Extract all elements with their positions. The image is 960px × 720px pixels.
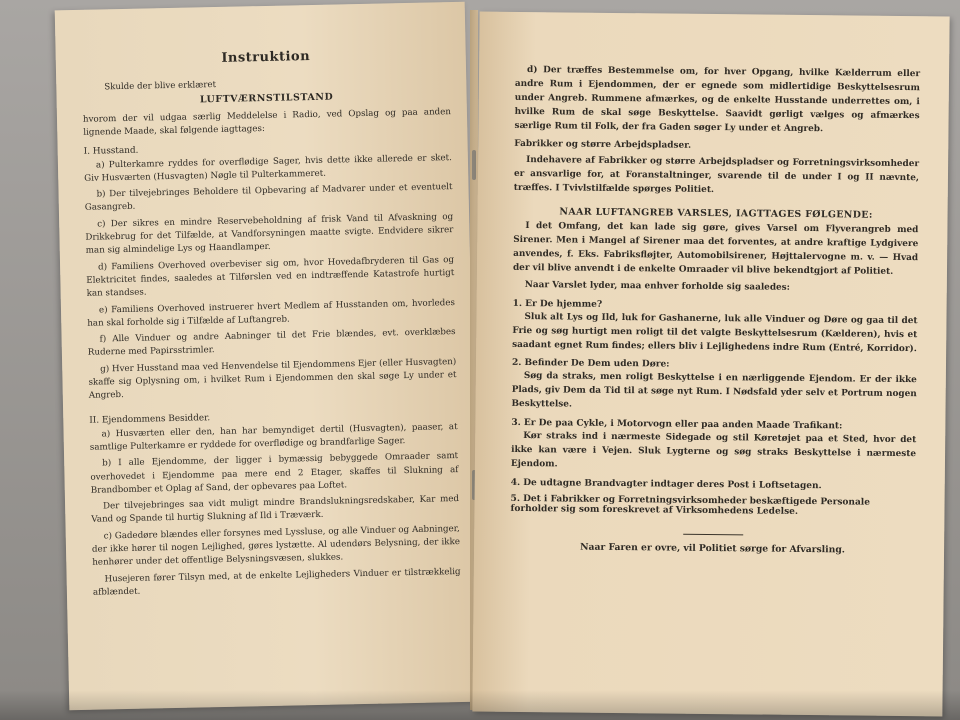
numbered-item-heading: 1. Er De hjemme? (512, 298, 603, 310)
section-1-item-a: a) Pulterkamre ryddes for overflødige Sager, hvis dette ikke allerede er sket. Giv Husværten (Husvagten) Nøgle til Pulterkammeret. (84, 152, 452, 184)
section-2-item-a: a) Husværten eller den, han har bemyndiget dertil (Husvagten), paaser, at samtlige Pulterkamre er ryddede for overflødige og brandfarlige Sager. (89, 421, 458, 453)
section-1-item-c: c) Der sikres en mindre Reservebeholdning af frisk Vand til Afvaskning og Drikkebrug for det Tilfælde, at Vandforsyningen maatte svigte. Endvidere sikrer man sig almindelige Lys og Haandlamper. (85, 211, 454, 257)
alarm-heading: NAAR LUFTANGREB VARSLES, IAGTTAGES FØLGENDE: (559, 206, 873, 221)
numbered-item-4 (511, 478, 916, 492)
right-page (472, 12, 949, 717)
numbered-item-5 (510, 494, 915, 518)
numbered-item-body: Sluk alt Lys og Ild, luk for Gashanerne, luk alle Vinduer og Døre og gaa til det Frie og søg hurtigt men roligt til det valgte Beskyttelsesrum (Kælderen), hvis et saadant egnet Rum findes; ellers bliv i Lejlighedens indre Rum (Entré, Korridor). (512, 311, 918, 354)
numbered-item-2 (511, 358, 917, 416)
left-page-content (82, 46, 461, 603)
left-page (55, 2, 480, 710)
intro-line: Skulde der blive erklæret (104, 80, 217, 93)
numbered-item-heading: 4. De udtagne Brandvagter indtager deres Post i Loftsetagen. (510, 477, 822, 492)
section-1-item-d: d) Familiens Overhoved overbeviser sig om, hvor Hovedafbryderen til Gas og Elektricitet findes, saaledes at Tilførslen ved en indtræffende Katastrofe hurtigt kan standses. (86, 254, 455, 300)
factories-text: Indehavere af Fabrikker og større Arbejdspladser og Forretningsvirksomheder er ansvarlige for, at Foranstaltninger, svarende til de under I og II nævnte, træffes. I Tvivlstilfælde spørges Politiet. (513, 155, 920, 196)
section-1-item-e: e) Familiens Overhoved instruerer hvert Medlem af Husstanden om, hvorledes han skal forholde sig i Tilfælde af Luftangreb. (87, 297, 456, 329)
declaration-heading: LUFTVÆRNSTILSTAND (199, 91, 334, 106)
right-page-content (510, 64, 920, 557)
closing-text: Naar Faren er ovre, vil Politiet sørge for Afvarsling. (580, 541, 846, 556)
numbered-item-body: Søg da straks, men roligt Beskyttelse i en nærliggende Ejendom. Er der ikke Plads, giv Dem da Tid til at søge nyt Rum. I Nødsfald yder selv et Portrum nogen Beskyttelse. (511, 371, 917, 410)
intro-text: hvorom der vil udgaa særlig Meddelelse i Radio, ved Opslag og paa anden lignende Maade, skal følgende iagttages: (82, 107, 452, 139)
section-2-item-c-extra: Husejeren fører Tilsyn med, at de enkelte Lejligheders Vinduer er tilstrækkelig afblændet. (92, 566, 461, 598)
numbered-item-3 (511, 418, 917, 476)
numbered-item-heading: 2. Befinder De Dem uden Døre: (511, 358, 670, 370)
alarm-text: I det Omfang, det kan lade sig gøre, gives Varsel om Flyverangreb med Sirener. Men i Mangel af Sirener maa det forventes, at andre kraftige Lydgivere anvendes, f. Eks. Fabriksfløjter, Automobilsirener, Højttalervogne m. v. — Hvad der vil blive anvendt i de enkelte Omraader vil blive bekendtgjort af Politiet. (512, 221, 919, 277)
bottom-shadow (0, 690, 960, 720)
factories-heading: Fabrikker og større Arbejdspladser. (514, 138, 692, 151)
section-2-item-b-extra: Der tilvejebringes saa vidt muligt mindre Brandslukningsredskaber, Kar med Vand og Spande til hurtig Slukning af Ild i Træværk. (91, 494, 460, 526)
section-1-item-g: g) Hver Husstand maa ved Henvendelse til Ejendommens Ejer (eller Husvagten) skaffe sig Oplysning om, i hvilket Rum i Ejendommen den skal søge Ly under et Angreb. (88, 356, 457, 402)
section-2-heading: II. Ejendommens Besidder. (89, 412, 211, 426)
divider-rule (683, 534, 743, 536)
item-d-text: d) Der træffes Bestemmelse om, for hver Opgang, hvilke Kælderrum eller andre Rum i Ejendommen, der er egnede som midlertidige Beskyttelsesrum under Angreb. Rummene afmærkes, og de enkelte Husstande underrettes om, i hvilke Rum de skal søge Beskyttelse. Saavidt gørligt vælges og afmærkes særlige Rum til Folk, der fra Gaden søger Ly under et Angreb. (514, 65, 921, 134)
numbered-item-heading: 5. Det i Fabrikker og Forretningsvirksomheder beskæftigede Personale forholder sig som foreskrevet af Virksomhedens Ledelse. (510, 493, 871, 517)
section-2-item-b: b) I alle Ejendomme, der ligger i bymæssig bebyggede Omraader samt overhovedet i Ejendomme paa mere end 2 Etager, skaffes til Slukning af Brandbomber et Oplag af Sand, der opbevares paa Loftet. (90, 451, 459, 496)
numbered-item-heading: 3. Er De paa Cykle, i Motorvogn eller paa anden Maade Trafikant: (511, 418, 843, 432)
alarm-intro: Naar Varslet lyder, maa enhver forholde sig saaledes: (524, 279, 791, 293)
staple-top (472, 150, 476, 180)
numbered-item-body: Kør straks ind i nærmeste Sidegade og stil Køretøjet paa et Sted, hvor det ikke kan være i Vejen. Sluk Lygterne og søg straks Beskyttelse i nærmeste Ejendom. (510, 431, 917, 470)
page-title: Instruktion (221, 49, 311, 66)
section-1-item-f: f) Alle Vinduer og andre Aabninger til det Frie blændes, evt. overklæbes Ruderne med Papirsstrimler. (87, 327, 456, 359)
numbered-item-1 (512, 299, 918, 357)
section-1-item-b: b) Der tilvejebringes Beholdere til Opbevaring af Madvarer under et eventuelt Gasangreb. (84, 182, 453, 214)
section-2-item-c: c) Gadedøre blændes eller forsynes med Lyssluse, og alle Vinduer og Aabninger, der ikke hører til nogen Lejlighed, gøres lystætte. Al udendørs Belysning, der ikke henhører under det offentlige Belysningsvæsen, slukkes. (91, 523, 461, 569)
section-1-heading: I. Husstand. (83, 145, 139, 157)
